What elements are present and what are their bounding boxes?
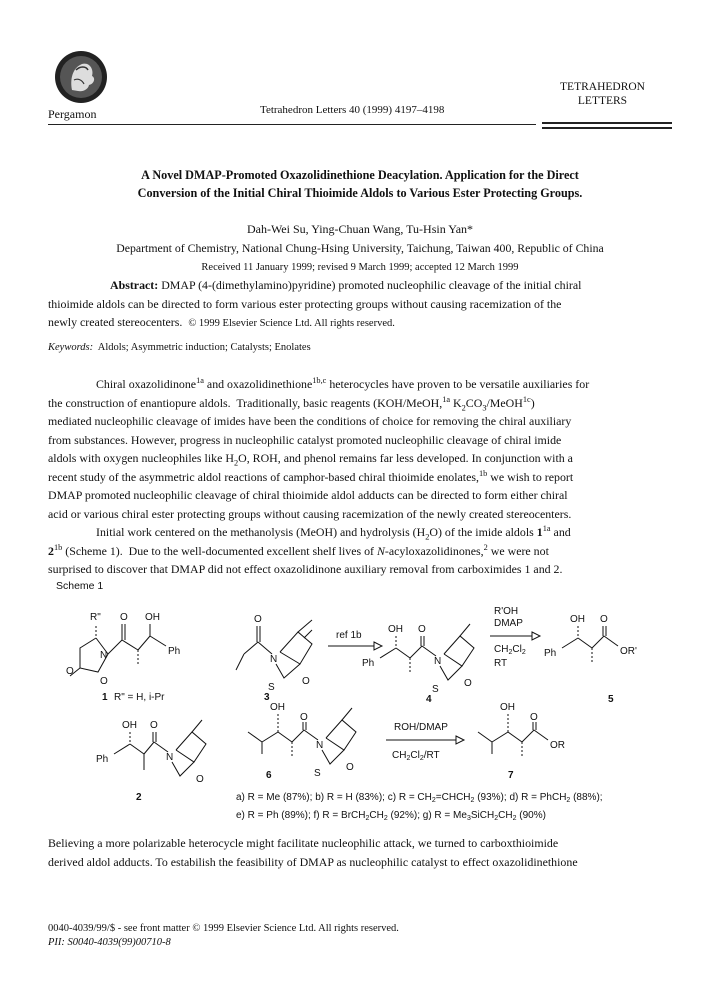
scheme-1 (40, 592, 680, 824)
svg-text:N: N (434, 656, 442, 667)
body-p3-line2: derived aldol adducts. To estabilish the feasibility of DMAP as nucleophilic catalyst to effect oxazolidinethione (48, 854, 578, 869)
abstract-line3: newly created stereocenters. (48, 315, 183, 329)
compound-2-structure (96, 720, 206, 785)
svg-text:O: O (100, 676, 108, 687)
compound-5-number: 5 (608, 694, 614, 705)
compound-1-substituent: R" = H, i-Pr (114, 692, 165, 703)
header-rule-right-2 (542, 127, 672, 129)
svg-text:O: O (66, 666, 74, 677)
svg-text:OH: OH (570, 614, 585, 625)
arrow-ref-1b-head (374, 642, 382, 650)
body-p1-line8: acid or various chiral ester protecting groups without causing racemization of the newly created stereocenters. (48, 506, 572, 521)
arrow-2-top-2: DMAP (494, 618, 523, 629)
svg-text:O: O (346, 762, 354, 773)
svg-text:OH: OH (500, 702, 515, 713)
svg-text:Ph: Ph (96, 754, 109, 765)
keywords-text: Aldols; Asymmetric induction; Catalysts; Enolates (97, 342, 311, 353)
abstract-copyright: © 1999 Elsevier Science Ltd. All rights reserved. (188, 318, 395, 329)
svg-text:O: O (150, 720, 158, 731)
scheme-yields-line1: a) R = Me (87%); b) R = H (83%); c) $R = CH_2=CHCH_2$ (93%); d) R = PhCH$_2$ (88%); (236, 792, 603, 804)
header-rule-thin (48, 124, 536, 125)
body-p2-line3: surprised to discover that DMAP did not effect oxazolidinone auxiliary removal from carboximides 1 and 2. (48, 562, 563, 576)
journal-name (520, 80, 685, 108)
footer-pii: PII: S0040-4039(99)00710-8 (48, 937, 171, 948)
svg-text:O: O (418, 624, 426, 635)
svg-text:N: N (100, 650, 108, 661)
article-title (40, 166, 680, 202)
svg-text:Ph: Ph (168, 646, 181, 657)
svg-text:N: N (316, 740, 324, 751)
journal-name-line2: LETTERS (577, 95, 628, 107)
svg-text:OH: OH (145, 612, 160, 623)
arrow-2-bottom-2: RT (494, 658, 508, 669)
compound-6-number: 6 (266, 770, 272, 781)
scheme-yields-line2: e) R = Ph (89%); f) $R = BrCH_2CH_2$ (92%); g) $R = Me_3SiCH_2CH_2$ (90%) (236, 810, 546, 822)
compound-1-structure (66, 612, 180, 687)
compound-1-number: 1 (102, 692, 108, 703)
received-dates: Received 11 January 1999; revised 9 March 1999; accepted 12 March 1999 (201, 262, 519, 273)
svg-text:S: S (314, 768, 321, 779)
svg-text:O: O (120, 612, 128, 623)
svg-text:S: S (268, 682, 275, 693)
footer (48, 922, 399, 950)
body-p1-line3: mediated nucleophilic cleavage of imides have been the conditions of choice for removing the chiral auxiliary (48, 414, 572, 428)
svg-text:N: N (166, 752, 174, 763)
compound-7-structure (478, 702, 565, 756)
svg-text:Ph: Ph (362, 658, 375, 669)
svg-text:O: O (530, 712, 538, 723)
svg-text:Ph: Ph (544, 648, 557, 659)
publisher-logo (54, 50, 108, 104)
svg-text:OH: OH (388, 624, 403, 635)
svg-text:N: N (270, 654, 278, 665)
svg-text:O: O (302, 676, 310, 687)
journal-name-line1: TETRAHEDRON (560, 81, 645, 93)
abstract-label: Abstract: (110, 278, 159, 292)
svg-text:S: S (432, 684, 439, 695)
header-rule-right-1 (542, 122, 672, 124)
abstract-line2: thioimide aldols can be directed to form various ester protecting groups without causing racemization of the (48, 296, 562, 311)
compound-2-number: 2 (136, 792, 142, 803)
svg-text:O: O (464, 678, 472, 689)
journal-citation: Tetrahedron Letters 40 (1999) 4197–4198 (260, 104, 445, 116)
compound-6-structure (248, 702, 356, 779)
svg-text:OR': OR' (620, 646, 637, 657)
scheme-label: Scheme 1 (56, 580, 104, 592)
body-p3-line1: Believing a more polarizable heterocycle might facilitate nucleophilic attack, we turned to carboxthioimide (48, 836, 559, 850)
svg-text:O: O (600, 614, 608, 625)
authors: Dah-Wei Su, Ying-Chuan Wang, Tu-Hsin Yan* (246, 222, 474, 236)
arrow-3-bottom: $CH_2Cl_2/RT$ (392, 750, 440, 762)
compound-5-structure (544, 614, 637, 662)
article-title-line2: Conversion of the Initial Chiral Thioimide Aldols to Various Ester Protecting Groups. (137, 186, 583, 200)
arrow-1-label: ref 1b (336, 630, 362, 641)
compound-4-number: 4 (426, 694, 432, 705)
compound-7-number: 7 (508, 770, 514, 781)
arrow-3-top: ROH/DMAP (394, 722, 448, 733)
svg-text:OH: OH (270, 702, 285, 713)
abstract (48, 276, 672, 334)
compound-3-structure (236, 614, 312, 693)
affiliation: Department of Chemistry, National Chung-Hsing University, Taichung, Taiwan 400, Republic of China (116, 241, 604, 255)
keywords (48, 342, 311, 353)
footer-copyright: 0040-4039/99/$ - see front matter © 1999 Elsevier Science Ltd. All rights reserved. (48, 923, 399, 934)
keywords-label: Keywords: (48, 342, 94, 353)
svg-text:O: O (254, 614, 262, 625)
compound-4-structure (362, 624, 474, 695)
arrow-2-top-1: R'OH (494, 606, 519, 617)
arrow-2-bottom-1: $CH_2Cl_2$ (494, 644, 526, 656)
body-paragraph-1: Chiral oxazolidinone$^{1a}$ and oxazolidinethione$^{1b,c}$ heterocycles have proven to be versatile auxiliaries for the construction of enantiopure aldols. Traditionally, basic reagents (KOH/MeOH,$^{1a}$ $K_2CO_3/MeOH^{1c}$) mediated nucleophilic cleavage of imides have been the conditions of choice for removing the chiral auxiliary from substances. However, progress in nucleophilic catalyst promoted nucleophilic cleavage of chiral imide aldols with oxygen nucleophiles like $H_2O$, ROH, and phenol remains far less developed. In conjunction with a recent study of the asymmetric aldol reactions of camphor-based chiral thioimide enolates,$^{1b}$ we wish to report DMAP promoted nucleophilic cleavage of chiral thioimide aldol adducts can be directed to form either chiral acid or various chiral ester protecting groups without causing racemization of the newly created stereocenters. (48, 375, 672, 523)
svg-text:O: O (196, 774, 204, 785)
body-p1-line7: DMAP promoted nucleophilic cleavage of chiral thioimide aldol adducts can be directed to form either chiral (48, 488, 568, 502)
svg-text:O: O (300, 712, 308, 723)
compound-3-number: 3 (264, 692, 270, 703)
svg-text:R": R" (90, 612, 101, 623)
arrow-r-oh-dmap-head (532, 632, 540, 640)
body-p1-line4: from substances. However, progress in nucleophilic catalyst promoted nucleophilic cleavage of chiral imide (48, 432, 562, 447)
svg-text:OR: OR (550, 740, 565, 751)
article-title-line1: A Novel DMAP-Promoted Oxazolidinethione Deacylation. Application for the Direct (141, 168, 579, 182)
body-paragraph-2: Initial work centered on the methanolysis (MeOH) and hydrolysis $(H_2O)$ of the imide aldols $1^{1a}$ and $2^{1b}$ (Scheme 1). Due to the well-documented excellent shelf lives of N-acyloxazolidinones,$^2$ we were not surprised to discover that DMAP did not effect oxazolidinone auxiliary removal from carboximides 1 and 2. (48, 523, 672, 579)
abstract-line1: DMAP (4-(dimethylamino)pyridine) promoted nucleophilic cleavage of the initial chiral (161, 278, 582, 292)
arrow-roh-dmap-head (456, 736, 464, 744)
svg-text:OH: OH (122, 720, 137, 731)
publisher-name: Pergamon (48, 107, 97, 121)
body-paragraph-3 (48, 834, 672, 871)
